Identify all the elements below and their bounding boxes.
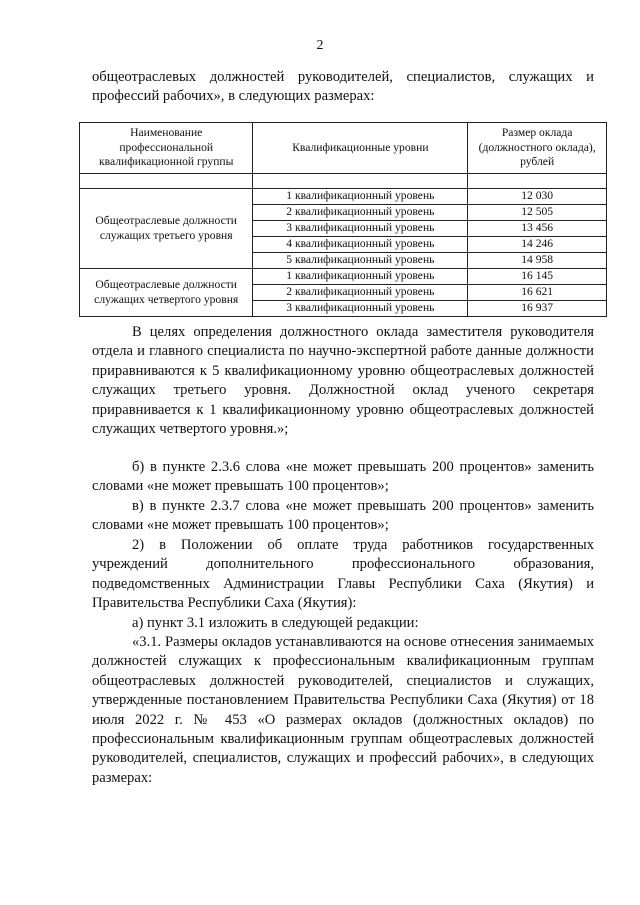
paragraph-item-a: а) пункт 3.1 изложить в следующей редакции: [132, 615, 419, 631]
empty-cell [253, 174, 468, 189]
empty-cell [80, 174, 253, 189]
empty-cell [468, 174, 607, 189]
group-name-cell: Общеотраслевые должности служащих четвертого уровня [80, 269, 253, 317]
level-cell: 3 квалификационный уровень [253, 221, 468, 237]
paragraph-appointment: В целях определения должностного оклада заместителя руководителя отдела и главного специалиста по научно-экспертной работе данные должности приравниваются к 5 квалификационному уровню общеотраслевых должностей служащих третьего уровня. Должностной оклад ученого секретаря приравнивается к 1 квалификационному уровню общеотраслевых должностей служащих четвертого уровня.»; [92, 324, 594, 438]
salary-table [79, 122, 607, 317]
level-cell: 1 квалификационный уровень [253, 189, 468, 205]
salary-cell: 12 030 [468, 189, 607, 205]
paragraph-item-b: б) в пункте 2.3.6 слова «не может превышать 200 процентов» заменить словами «не может превышать 100 процентов»; [92, 459, 594, 495]
level-cell: 2 квалификационный уровень [253, 205, 468, 221]
table-row [80, 269, 607, 285]
level-cell: 5 квалификационный уровень [253, 253, 468, 269]
page-number: 2 [316, 38, 324, 53]
header-level: Квалификационные уровни [253, 123, 468, 174]
level-cell: 3 квалификационный уровень [253, 301, 468, 317]
table-header-row [80, 123, 607, 174]
intro-paragraph: общеотраслевых должностей руководителей, специалистов, служащих и профессий рабочих», в следующих размерах: [92, 69, 594, 105]
salary-cell: 16 621 [468, 285, 607, 301]
header-salary: Размер оклада (должностного оклада), рублей [468, 123, 607, 174]
salary-cell: 13 456 [468, 221, 607, 237]
salary-cell: 16 145 [468, 269, 607, 285]
paragraph-clause-3-1: «3.1. Размеры окладов устанавливаются на основе отнесения занимаемых должностей служащих к профессиональным квалификационным группам общеотраслевых должностей руководителей, специалистов и служащих, утвержденные постановлением Правительства Республики Саха (Якутия) от 18 июля 2022 г. № 453 «О размерах окладов (должностных окладов) по профессиональным квалификационным группам общеотраслевых должностей руководителей, специалистов, служащих и профессий рабочих», в следующих размерах: [92, 634, 594, 786]
paragraph-item-2: 2) в Положении об оплате труда работников государственных учреждений дополнительного профессионального образования, подведомственных Администрации Главы Республики Саха (Якутия) и Правительства Республики Саха (Якутия): [92, 537, 594, 612]
group-name-cell: Общеотраслевые должности служащих третьего уровня [80, 189, 253, 269]
paragraph-item-v: в) в пункте 2.3.7 слова «не может превышать 200 процентов» заменить словами «не может превышать 100 процентов»; [92, 498, 594, 534]
salary-cell: 14 958 [468, 253, 607, 269]
salary-cell: 14 246 [468, 237, 607, 253]
table-empty-row [80, 174, 607, 189]
salary-cell: 16 937 [468, 301, 607, 317]
level-cell: 4 квалификационный уровень [253, 237, 468, 253]
level-cell: 2 квалификационный уровень [253, 285, 468, 301]
salary-cell: 12 505 [468, 205, 607, 221]
table-row [80, 189, 607, 205]
level-cell: 1 квалификационный уровень [253, 269, 468, 285]
header-group: Наименование профессиональной квалификационной группы [80, 123, 253, 174]
